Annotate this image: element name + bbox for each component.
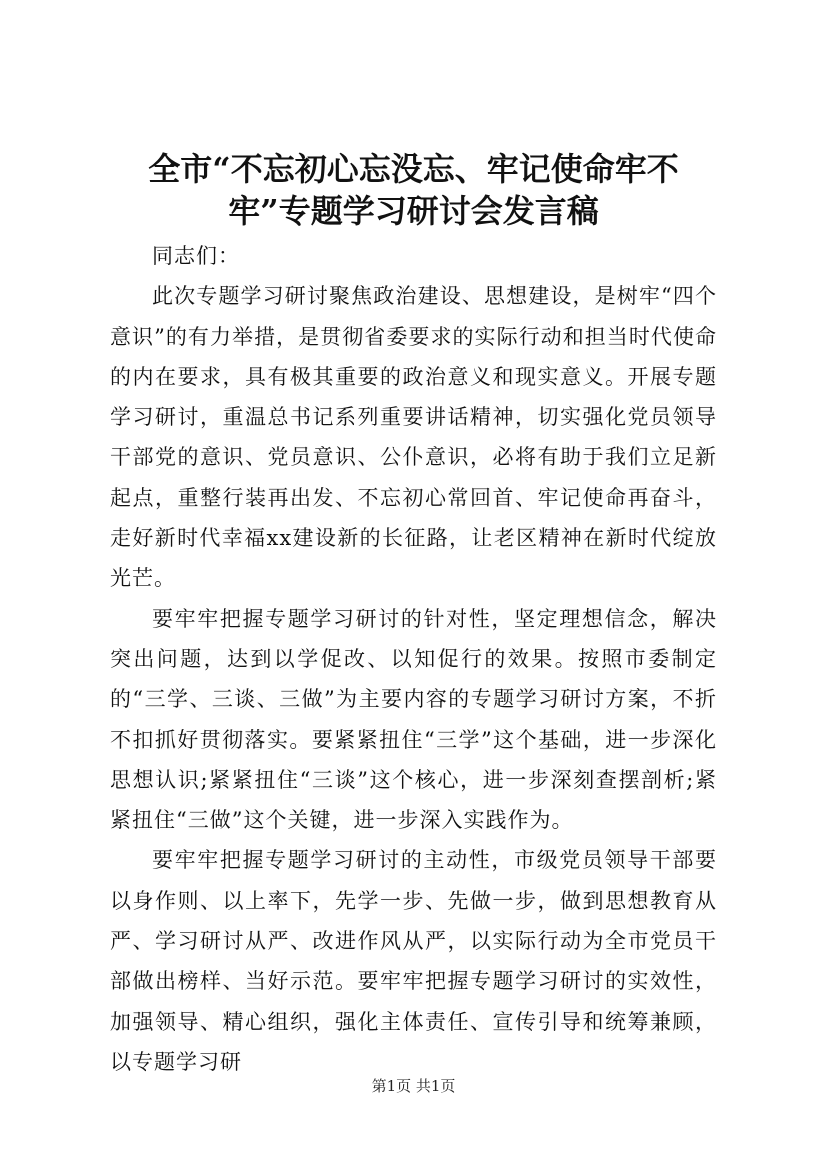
document-body — [110, 236, 717, 1082]
salutation: 同志们： — [152, 244, 240, 268]
paragraph-3: 要牢牢把握专题学习研讨的主动性，市级党员领导干部要以身作则、以上率下，先学一步、先做一步，做到思想教育从严、学习研讨从严、改进作风从严，以实际行动为全市党员干部做出榜样、当好示范。要牢牢把握专题学习研讨的实效性，加强领导、精心组织，强化主体责任、宣传引导和统筹兼顾，以专题学习研 — [110, 848, 717, 1074]
paragraph-1: 此次专题学习研讨聚焦政治建设、思想建设，是树牢“四个意识”的有力举措，是贯彻省委要求的实际行动和担当时代使命的内在要求，具有极其重要的政治意义和现实意义。开展专题学习研讨，重温总书记系列重要讲话精神，切实强化党员领导干部党的意识、党员意识、公仆意识，必将有助于我们立足新起点，重整行装再出发、不忘初心常回首、牢记使命再奋斗，走好新时代幸福xx建设新的长征路，让老区精神在新时代绽放光芒。 — [110, 284, 717, 591]
page-footer: 第1页 共1页 — [371, 1077, 456, 1095]
document-title: 全市“不忘初心忘没忘、牢记使命牢不牢”专题学习研讨会发言稿 — [148, 150, 679, 230]
paragraph-2: 要牢牢把握专题学习研讨的针对性，坚定理想信念，解决突出问题，达到以学促改、以知促行的效果。按照市委制定的“三学、三谈、三做”为主要内容的专题学习研讨方案，不折不扣抓好贯彻落实。要紧紧扭住“三学”这个基础，进一步深化思想认识;紧紧扭住“三谈”这个核心，进一步深刻查摆剖析;紧紧扭住“三做”这个关键，进一步深入实践作为。 — [110, 606, 717, 833]
